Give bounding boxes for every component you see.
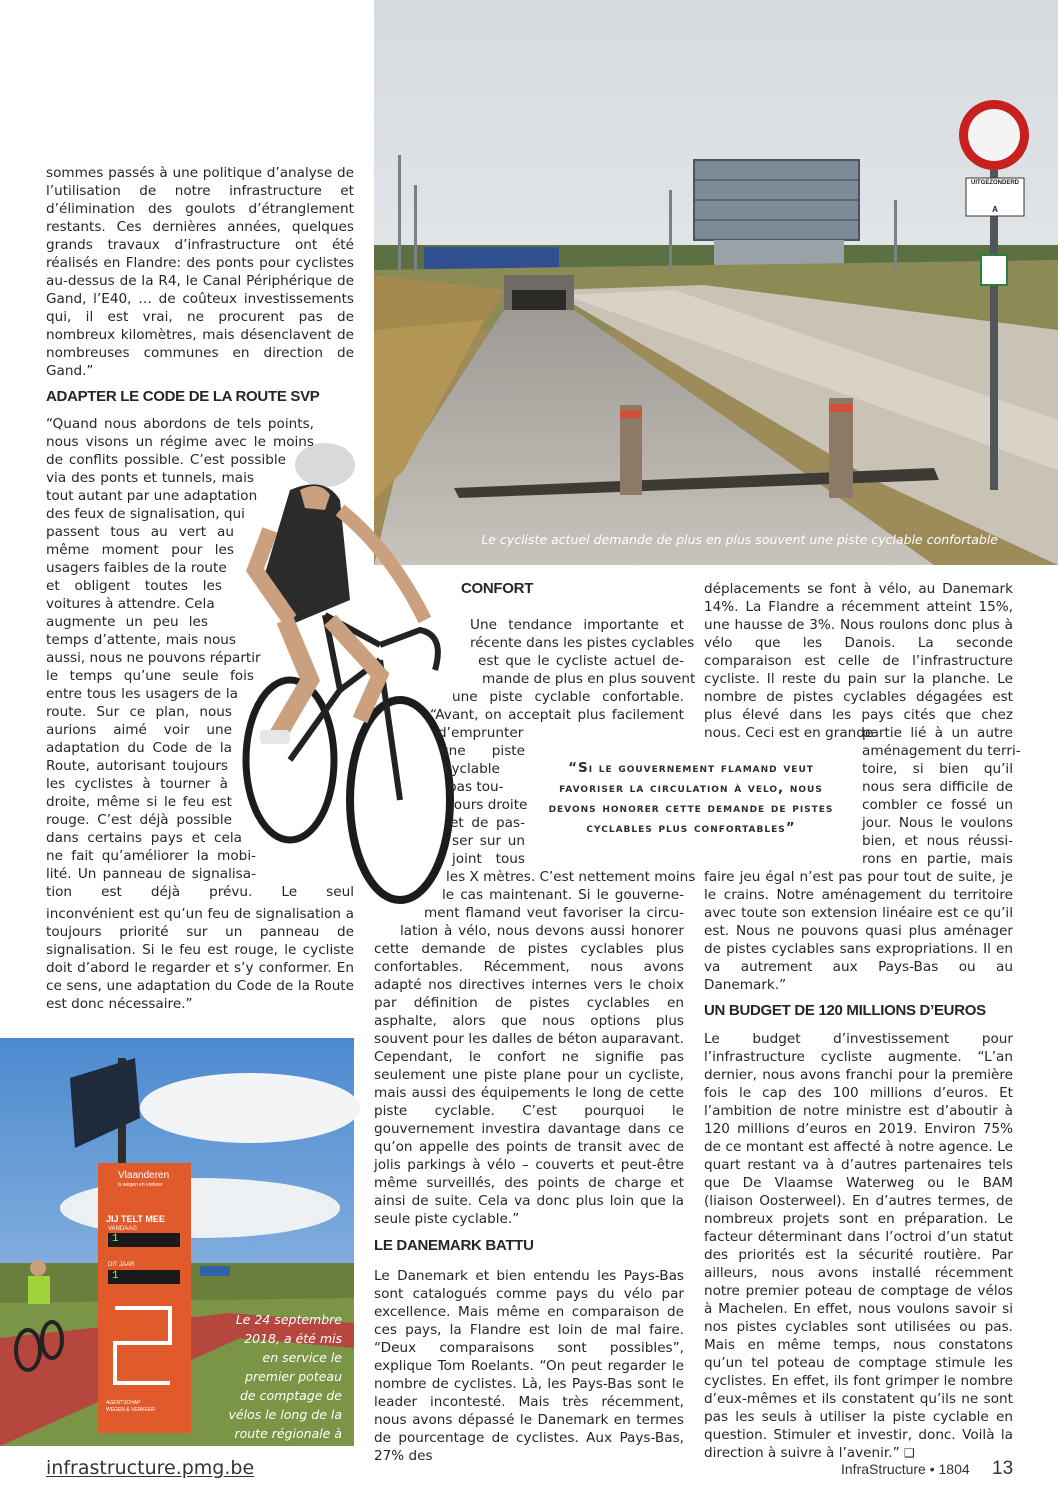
- text-line: pas tou-: [448, 779, 504, 795]
- text-line: augmente un peu les: [46, 614, 208, 630]
- text-line: de conflits possible. C’est possible: [46, 452, 286, 468]
- col1-tail: inconvénient est qu’un feu de signalisation a toujours priorité sur un panneau de signalisation. Si le feu est rouge, le cycliste doit d’abord le regarder et s’y conformer. En ce sens, une adaptation du Code de la Route est donc nécessaire.”: [46, 906, 354, 1012]
- text-line: ser sur un: [452, 833, 525, 849]
- text-line: temps d’attente, mais nous: [46, 632, 236, 648]
- board-year: DIT JAAR: [108, 1262, 135, 1268]
- text-line: même moment pour les: [46, 542, 234, 558]
- text-line: partie lié à un autre: [862, 725, 1013, 741]
- text-line: droite, même si le feu est: [46, 794, 232, 810]
- text-line: le temps qu’une seule fois: [46, 668, 254, 684]
- text-line: et obligent toutes les: [46, 578, 222, 594]
- text-line: rouge. C’est déjà possible: [46, 812, 232, 828]
- text-line: est que le cycliste actuel de-: [478, 653, 684, 669]
- tunnel-photo-caption: Le cycliste actuel demande de plus en plus souvent une piste cyclable confortable: [481, 532, 998, 547]
- text-line: le cas maintenant. Si le gouverne-: [442, 887, 684, 903]
- text-line: ne fait qu’améliorer la mobi-: [46, 848, 256, 864]
- counter-photo-caption: Le 24 septembre 2018, a été mis en service le premier poteau de comptage de vélos le long de la route régionale à Machelen: [228, 1312, 342, 1460]
- col1-intro: sommes passés à une politique d’analyse de l’utilisation de notre infrastructure et d’élimination des goulots d’étranglement restants. Ces dernières années, quelques grands travaux d’infrastructure ont été réalisés en Flandre: des ponts pour cyclistes au-dessus de la R4, le Canal Périphérique de Gand, l’E40, … de coûteux investissements qui, il est vrai, ne procurent pas de nombreux kilomètres, mais désenclavent de nombreuses communes en direction de Gand.”: [46, 165, 354, 379]
- text-line: des feux de signalisation, qui: [46, 506, 245, 522]
- text-line: joint tous: [452, 851, 525, 867]
- text-line: passent tous au vert au: [46, 524, 234, 540]
- text-line: mande de plus en plus souvent: [482, 671, 696, 687]
- cyclist-image: [230, 420, 480, 910]
- text-line: adaptation du Code de la: [46, 740, 232, 756]
- board-title: JIJ TELT MEE: [106, 1214, 165, 1224]
- text-line: les X mètres. C’est nettement moins: [446, 869, 696, 885]
- text-line: usagers faibles de la route: [46, 560, 227, 576]
- text-line: une piste: [440, 743, 525, 759]
- sign-plate-letter: A: [992, 205, 998, 214]
- text-line: toire, si bien qu’il: [862, 761, 1013, 777]
- col2-tail: cette demande de pistes cyclables plus confortables. Récemment, nous avons adapté nos directives internes vers le choix par définition de pistes cyclables en asphalte, alors que nous options plus souvent pour les dalles de béton auparavant. Cependant, le confort ne signifie pas seulement une piste plane pour un cycliste, mais aussi des équipements le long de cette piste cyclable. C’est pourquoi le gouvernement investira davantage dans ce qu’on appelle des points de transit avec de jolis parkings à vélo – couverts et peut-être même surveillés, des points de charge et ainsi de suite. Cela va donc plus loin que la seule piste cyclable.”: [374, 941, 684, 1227]
- heading-danemark: LE DANEMARK BATTU: [374, 1237, 534, 1254]
- text-line: “Avant, on acceptait plus facilement: [430, 707, 684, 723]
- pull-quote: “Si le gouvernement flamand veut favoriser la circulation à velo, nous devons honorer cette demande de pistes cyclables plus confortables”: [548, 760, 834, 836]
- heading-confort: CONFORT: [461, 580, 534, 597]
- text-line: et de pas-: [450, 815, 525, 831]
- sign-plate-text: UITGEZONDERD: [971, 180, 1019, 186]
- footer-url-link[interactable]: infrastructure.pmg.be: [46, 1457, 255, 1479]
- text-line: “Quand nous abordons de tels points,: [46, 416, 314, 432]
- col3-budget-paragraph: [704, 1030, 1013, 1462]
- text-line: entre tous les usagers de la: [46, 686, 238, 702]
- text-line: d’emprunter: [438, 725, 524, 741]
- text-line: lation à vélo, nous devons aussi honorer: [400, 923, 684, 939]
- text-line: voitures à attendre. Cela: [46, 596, 215, 612]
- footer-magazine: InfraStructure • 1804: [841, 1461, 970, 1477]
- text-line: combler ce fossé un: [862, 797, 1013, 813]
- board-brand-sub: is wegen en verkeer: [118, 1182, 163, 1188]
- text-line: ment flamand veut favoriser la circu-: [424, 905, 684, 921]
- board-brand: Vlaanderen: [118, 1170, 170, 1181]
- text-line: récente dans les pistes cyclables: [470, 635, 695, 651]
- counter-photo: [0, 1038, 354, 1460]
- text-line: cyclable: [444, 761, 500, 777]
- text-line: bien, et nous réussi-: [862, 833, 1013, 849]
- board-agency: AGENTSCHAP WEGEN & VERKEER: [106, 1400, 155, 1413]
- text-line: les cyclistes à tourner à: [46, 776, 228, 792]
- heading-code-de-la-route: ADAPTER LE CODE DE LA ROUTE SVP: [46, 388, 320, 405]
- text-line: jour. Nous le voulons: [862, 815, 1013, 831]
- text-line: nous visons un régime avec le moins: [46, 434, 314, 450]
- col3-paragraph-1: déplacements se font à vélo, au Danemark 14%. La Flandre a récemment atteint 15%, une hausse de 3%. Nous roulons donc plus à vélo que les Danois. La seconde comparaison est celle de l’infrastructure cycliste. Il reste du pain sur la planche. Le nombre de pistes cyclables dégagées est plus élevé dans les pays cités que chez nous. Ceci est en grande: [704, 581, 1013, 741]
- text-line: aménagement du terri-: [862, 743, 1021, 759]
- text-line: dans certains pays et cela: [46, 830, 242, 846]
- text-line: une piste cyclable confortable.: [452, 689, 684, 705]
- text-line: aussi, nous ne pouvons répartir: [46, 650, 261, 666]
- text-line: jours droite: [450, 797, 528, 813]
- col3-tail: faire jeu égal n’est pas pour tout de suite, je le crains. Notre aménagement du territoire avec toute son extension linéaire est ce qu’il est. Nous ne pouvons quasi plus aménager de pistes cyclables sans expropriations. Il en va autrement aux Pays-Bas ou au Danemark.”: [704, 869, 1013, 993]
- text-line: tout autant par une adaptation: [46, 488, 258, 504]
- col3-budget-text: Le budget d’investissement pour l’infrastructure cycliste augmente. “L’an dernier, nous avons franchi pour la première fois le cap des 100 millions d’euros. Et l’ambition de notre ministre est d’aboutir à 120 millions d’euros en 2019. Environ 75% de ce montant est affecté à notre agence. Le quart restant va à d’autres partenaires tels que De Vlaamse Waterweg ou le BAM (liaison Oosterweel). En d’autres termes, de nombreux projets sont en préparation. Le facteur déterminant dans l’octroi d’un statut des priorités est la sécurité routière. Par ailleurs, nous avons installé récemment notre premier poteau de comptage de vélos à Machelen. En effet, nous voulons savoir si nos pistes cyclables sont utilisées ou pas. Mais en même temps, nous constatons qu’un tel poteau de comptage stimule les cyclistes. En effet, ils font grimper le nombre d’eux-mêmes et ils constatent qu’ils ne sont pas les seuls à utiliser la piste cyclable en question. Stimuler et investir, donc. Voilà la direction à suivre à l’avenir.”: [704, 1031, 1013, 1461]
- text-line: nous sera difficile de: [862, 779, 1013, 795]
- board-year-counter: 1: [112, 1270, 119, 1282]
- text-line: via des ponts et tunnels, mais: [46, 470, 254, 486]
- board-today-counter: 1: [112, 1233, 119, 1245]
- text-line: lité. Un panneau de signalisa-: [46, 866, 256, 882]
- text-line: rons en partie, mais: [862, 851, 1013, 867]
- text-line: Route, autorisant toujours: [46, 758, 228, 774]
- col2-danemark-paragraph: Le Danemark et bien entendu les Pays-Bas sont catalogués comme pays du vélo par excellence. Mais même en comparaison de ces pays, la Flandre est loin de mal faire. “Deux comparaisons sont possibles”, explique Tom Roelants. “On peut regarder le nombre de cyclistes. Là, les Pays-Bas sont le leader incontesté. Mais très récemment, nous avons dépassé le Danemark en termes de pourcentage de cyclistes. Aux Pays-Bas, 27% des: [374, 1268, 684, 1464]
- text-line: tion est déjà prévu. Le seul: [46, 884, 354, 900]
- text-line: aurions aimé voir une: [46, 722, 232, 738]
- text-line: route. Sur ce plan, nous: [46, 704, 232, 720]
- page-number: 13: [992, 1458, 1014, 1479]
- board-today: VANDAAG: [108, 1226, 137, 1232]
- end-mark: ❑: [903, 1446, 915, 1460]
- text-line: Une tendance importante et: [470, 617, 684, 633]
- heading-budget: UN BUDGET DE 120 MILLIONS D’EUROS: [704, 1002, 986, 1019]
